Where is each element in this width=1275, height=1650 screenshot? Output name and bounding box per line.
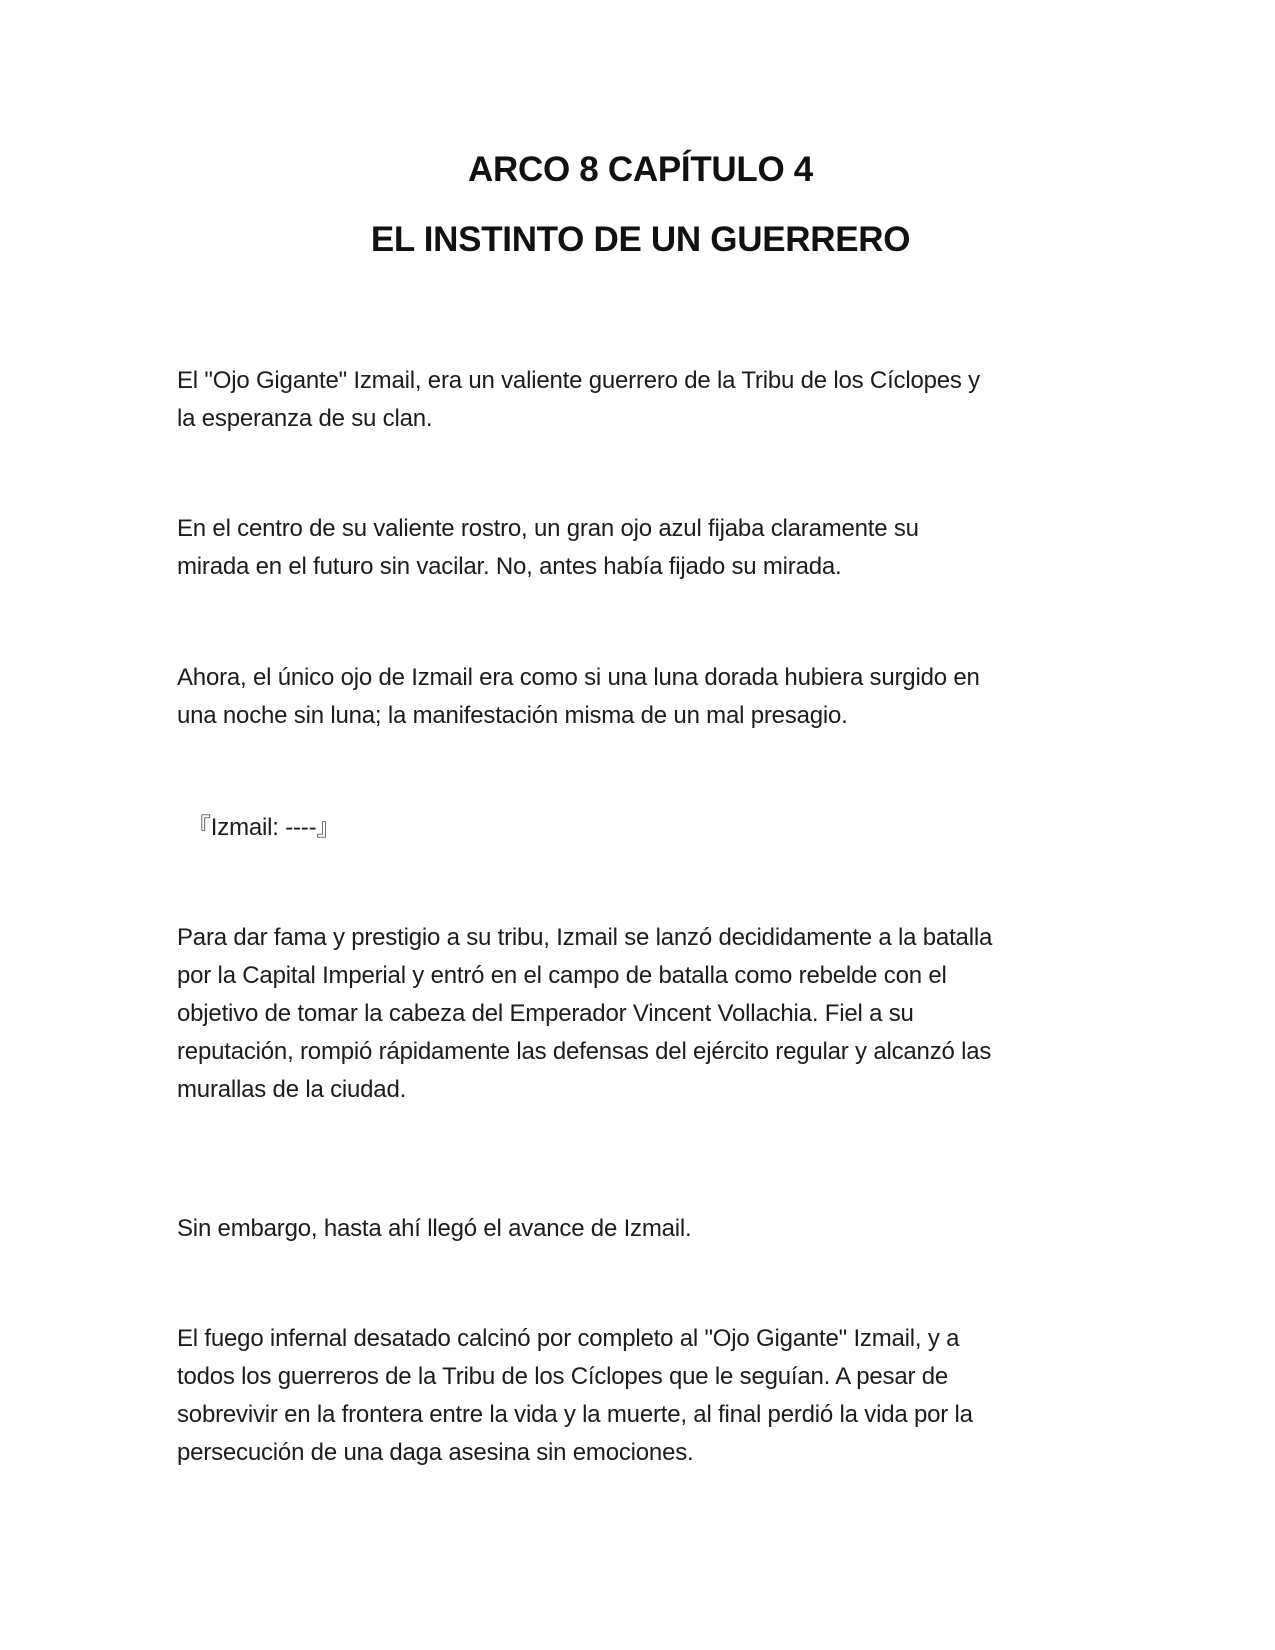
paragraph-3: Ahora, el único ojo de Izmail era como si una luna dorada hubiera surgido en una noche sin luna; la manifestación misma de un mal presagio.	[177, 664, 980, 729]
chapter-heading	[0, 148, 1275, 262]
paragraph-5: Para dar fama y prestigio a su tribu, Izmail se lanzó decididamente a la batalla por la Capital Imperial y entró en el campo de batalla como rebelde con el objetivo de tomar la cabeza del Emperador Vincent Vollachia. Fiel a su reputación, rompió rápidamente las defensas del ejército regular y alcanzó las murallas de la ciudad.	[177, 924, 993, 1103]
paragraph-1: El "Ojo Gigante" Izmail, era un valiente guerrero de la Tribu de los Cíclopes y la esperanza de su clan.	[177, 367, 980, 432]
paragraph-7: El fuego infernal desatado calcinó por completo al "Ojo Gigante" Izmail, y a todos los guerreros de la Tribu de los Cíclopes que le seguían. A pesar de sobrevivir en la frontera entre la vida y la muerte, al final perdió la vida por la persecución de una daga asesina sin emociones.	[177, 1325, 973, 1466]
dialogue-line: 『Izmail: ----』	[187, 814, 341, 841]
paragraph-6: Sin embargo, hasta ahí llegó el avance de Izmail.	[177, 1215, 692, 1242]
paragraph-2: En el centro de su valiente rostro, un gran ojo azul fijaba claramente su mirada en el futuro sin vacilar. No, antes había fijado su mirada.	[177, 515, 919, 580]
chapter-title: ARCO 8 CAPÍTULO 4	[468, 150, 813, 189]
chapter-subtitle: EL INSTINTO DE UN GUERRERO	[370, 220, 911, 259]
